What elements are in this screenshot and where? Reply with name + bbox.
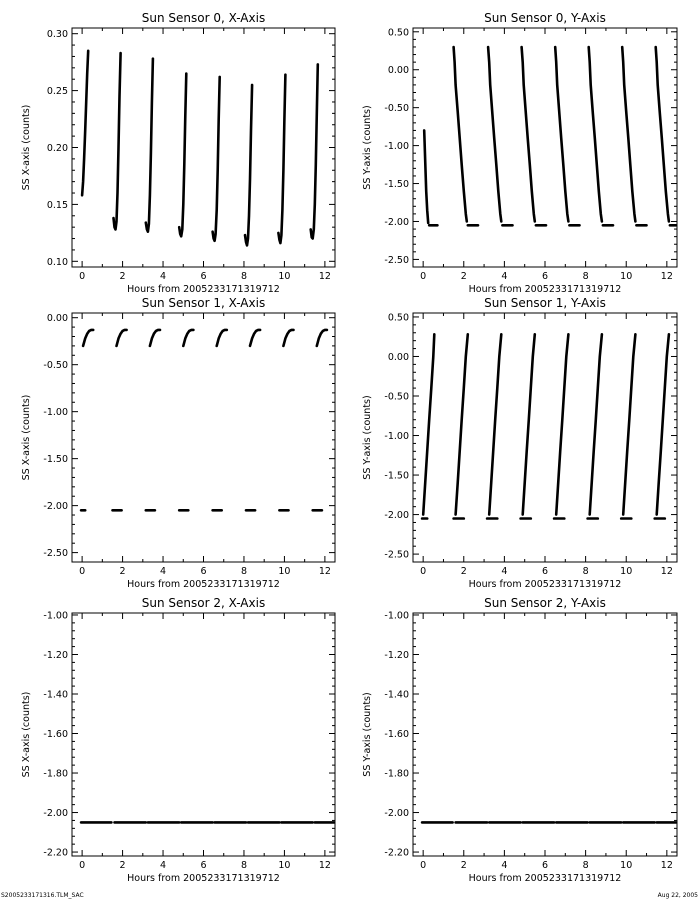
y-tick-label: 0.10 [46, 256, 68, 268]
plot-frame [72, 313, 335, 562]
y-tick-label: -1.60 [43, 729, 68, 741]
y-tick-label: -0.50 [384, 391, 409, 403]
panel-ss1x [21, 296, 335, 590]
y-tick-label: -2.50 [384, 254, 409, 266]
date-label: Aug 22, 2005 [657, 892, 698, 899]
y-tick-label: -2.00 [43, 501, 68, 513]
y-axis-label: SS X-axis (counts) [21, 394, 32, 481]
data-segment-7 [523, 334, 535, 514]
x-tick-label: 8 [240, 271, 247, 282]
y-tick-label: -1.60 [384, 729, 409, 741]
data-segment-2 [454, 47, 467, 222]
y-tick-label: 0.30 [46, 29, 68, 41]
data-segment-14 [656, 47, 669, 222]
data-segment-15 [657, 334, 669, 514]
x-tick-label: 0 [420, 271, 427, 282]
y-tick-label: -1.40 [384, 689, 409, 701]
x-axis-label: Hours from 2005233171319712 [468, 873, 622, 884]
plot-frame [413, 613, 677, 856]
y-tick-label: 0.00 [46, 313, 68, 325]
data-segment-8 [555, 47, 568, 222]
data-segment-1 [117, 330, 127, 346]
y-tick-label: 0.20 [46, 143, 68, 154]
x-tick-label: 2 [460, 860, 467, 871]
panel-title: Sun Sensor 2, X-Axis [141, 596, 266, 610]
x-tick-label: 12 [318, 271, 331, 282]
x-tick-label: 6 [200, 566, 207, 577]
x-tick-label: 8 [582, 271, 589, 282]
x-axis-label: Hours from 2005233171319712 [468, 579, 622, 590]
y-tick-label: -1.20 [384, 649, 409, 661]
x-tick-label: 0 [420, 860, 427, 871]
data-segment-0 [83, 330, 93, 346]
x-tick-label: 4 [501, 860, 508, 871]
x-tick-label: 6 [200, 271, 207, 282]
x-tick-label: 4 [160, 860, 167, 871]
x-tick-label: 4 [160, 566, 167, 577]
panel-ss0y [362, 11, 677, 295]
x-axis-label: Hours from 2005233171319712 [468, 284, 622, 295]
data-segment-4 [217, 330, 227, 346]
data-segment-4 [488, 47, 501, 222]
plot-frame [413, 28, 677, 267]
y-axis-label: SS Y-axis (counts) [362, 105, 373, 190]
data-segment-5 [250, 330, 260, 346]
x-tick-label: 2 [119, 860, 126, 871]
data-segment-7 [311, 64, 318, 238]
x-tick-label: 0 [420, 566, 427, 577]
x-tick-label: 12 [660, 566, 673, 577]
y-tick-label: -1.00 [43, 610, 68, 622]
x-tick-label: 0 [79, 860, 86, 871]
data-segment-1 [423, 334, 434, 514]
panel-ss2x [21, 596, 335, 884]
panel-title: Sun Sensor 0, X-Axis [141, 11, 266, 25]
x-tick-label: 10 [620, 860, 633, 871]
data-segment-9 [556, 334, 568, 514]
x-tick-label: 8 [582, 566, 589, 577]
y-tick-label: -1.40 [43, 689, 68, 701]
y-tick-label: -1.00 [43, 407, 68, 419]
x-tick-label: 4 [501, 566, 508, 577]
x-tick-label: 8 [240, 566, 247, 577]
y-tick-label: -1.00 [384, 610, 409, 622]
x-tick-label: 10 [620, 566, 633, 577]
panel-ss1y [362, 296, 677, 590]
x-tick-label: 2 [460, 271, 467, 282]
y-axis-label: SS Y-axis (counts) [362, 692, 373, 777]
y-tick-label: -1.20 [43, 649, 68, 661]
data-segment-4 [213, 77, 220, 241]
y-tick-label: -2.50 [43, 548, 68, 560]
y-tick-label: 0.15 [46, 199, 68, 211]
y-axis-label: SS X-axis (counts) [21, 691, 32, 778]
x-tick-label: 4 [160, 271, 167, 282]
x-tick-label: 12 [318, 860, 331, 871]
x-tick-label: 10 [278, 566, 291, 577]
x-tick-label: 0 [79, 271, 86, 282]
y-tick-label: -1.50 [384, 470, 409, 482]
data-segment-6 [278, 75, 285, 243]
x-tick-label: 2 [119, 271, 126, 282]
y-tick-label: -1.80 [384, 768, 409, 780]
x-tick-label: 12 [318, 566, 331, 577]
x-tick-label: 8 [582, 860, 589, 871]
data-segment-6 [283, 330, 293, 346]
y-tick-label: -2.00 [384, 216, 409, 228]
data-segment-5 [245, 85, 252, 246]
data-segment-10 [589, 47, 602, 222]
panel-title: Sun Sensor 2, Y-Axis [484, 596, 606, 610]
y-tick-label: 0.50 [387, 312, 409, 324]
y-tick-label: -2.00 [384, 510, 409, 522]
y-tick-label: 0.50 [387, 27, 409, 39]
x-tick-label: 6 [200, 860, 207, 871]
y-tick-label: -2.50 [384, 549, 409, 561]
data-segment-12 [622, 47, 635, 222]
x-tick-label: 6 [541, 566, 549, 577]
y-tick-label: -1.50 [43, 454, 68, 466]
data-segment-3 [183, 330, 193, 346]
panel-ss2y [362, 596, 677, 884]
x-tick-label: 2 [460, 566, 467, 577]
y-tick-label: -2.00 [43, 808, 68, 820]
plot-frame [72, 28, 335, 267]
y-tick-label: -2.00 [384, 808, 409, 820]
y-tick-label: -0.50 [384, 103, 409, 115]
data-segment-0 [424, 130, 428, 223]
x-tick-label: 4 [501, 271, 508, 282]
x-axis-label: Hours from 2005233171319712 [127, 284, 280, 295]
data-segment-7 [317, 330, 327, 346]
panel-title: Sun Sensor 1, Y-Axis [484, 296, 606, 310]
x-tick-label: 0 [79, 566, 86, 577]
x-axis-label: Hours from 2005233171319712 [127, 873, 280, 884]
data-segment-3 [179, 74, 186, 237]
x-tick-label: 2 [119, 566, 126, 577]
y-axis-label: SS Y-axis (counts) [362, 395, 373, 480]
x-tick-label: 12 [660, 271, 673, 282]
panel-ss0x [21, 11, 335, 295]
y-tick-label: -1.80 [43, 768, 68, 780]
y-tick-label: -1.50 [384, 179, 409, 191]
data-segment-1 [114, 53, 121, 229]
data-segment-13 [623, 334, 635, 514]
y-tick-label: 0.00 [387, 65, 409, 77]
x-tick-label: 6 [541, 271, 549, 282]
x-axis-label: Hours from 2005233171319712 [127, 579, 280, 590]
data-segment-5 [489, 334, 501, 514]
y-tick-label: -1.00 [384, 141, 409, 153]
data-segment-0 [82, 51, 88, 196]
x-tick-label: 6 [541, 860, 549, 871]
source-file-label: S2005233171316.TLM_SAC [1, 892, 84, 899]
panel-title: Sun Sensor 0, Y-Axis [484, 11, 606, 25]
y-tick-label: -1.00 [384, 431, 409, 443]
plot-frame [72, 613, 335, 856]
data-segment-11 [590, 334, 602, 514]
panel-title: Sun Sensor 1, X-Axis [141, 296, 266, 310]
x-tick-label: 10 [278, 860, 291, 871]
plot-frame [413, 313, 677, 562]
y-axis-label: SS X-axis (counts) [21, 104, 32, 191]
x-tick-label: 10 [278, 271, 291, 282]
y-tick-label: -2.20 [43, 847, 68, 859]
x-tick-label: 10 [620, 271, 633, 282]
x-tick-label: 8 [240, 860, 247, 871]
data-segment-2 [150, 330, 160, 346]
y-tick-label: 0.25 [46, 86, 68, 98]
data-segment-6 [522, 47, 535, 222]
y-tick-label: -0.50 [43, 360, 68, 372]
data-segment-3 [456, 334, 468, 514]
x-tick-label: 12 [660, 860, 673, 871]
y-tick-label: 0.00 [387, 351, 409, 363]
data-segment-2 [146, 59, 153, 232]
y-tick-label: -2.20 [384, 847, 409, 859]
